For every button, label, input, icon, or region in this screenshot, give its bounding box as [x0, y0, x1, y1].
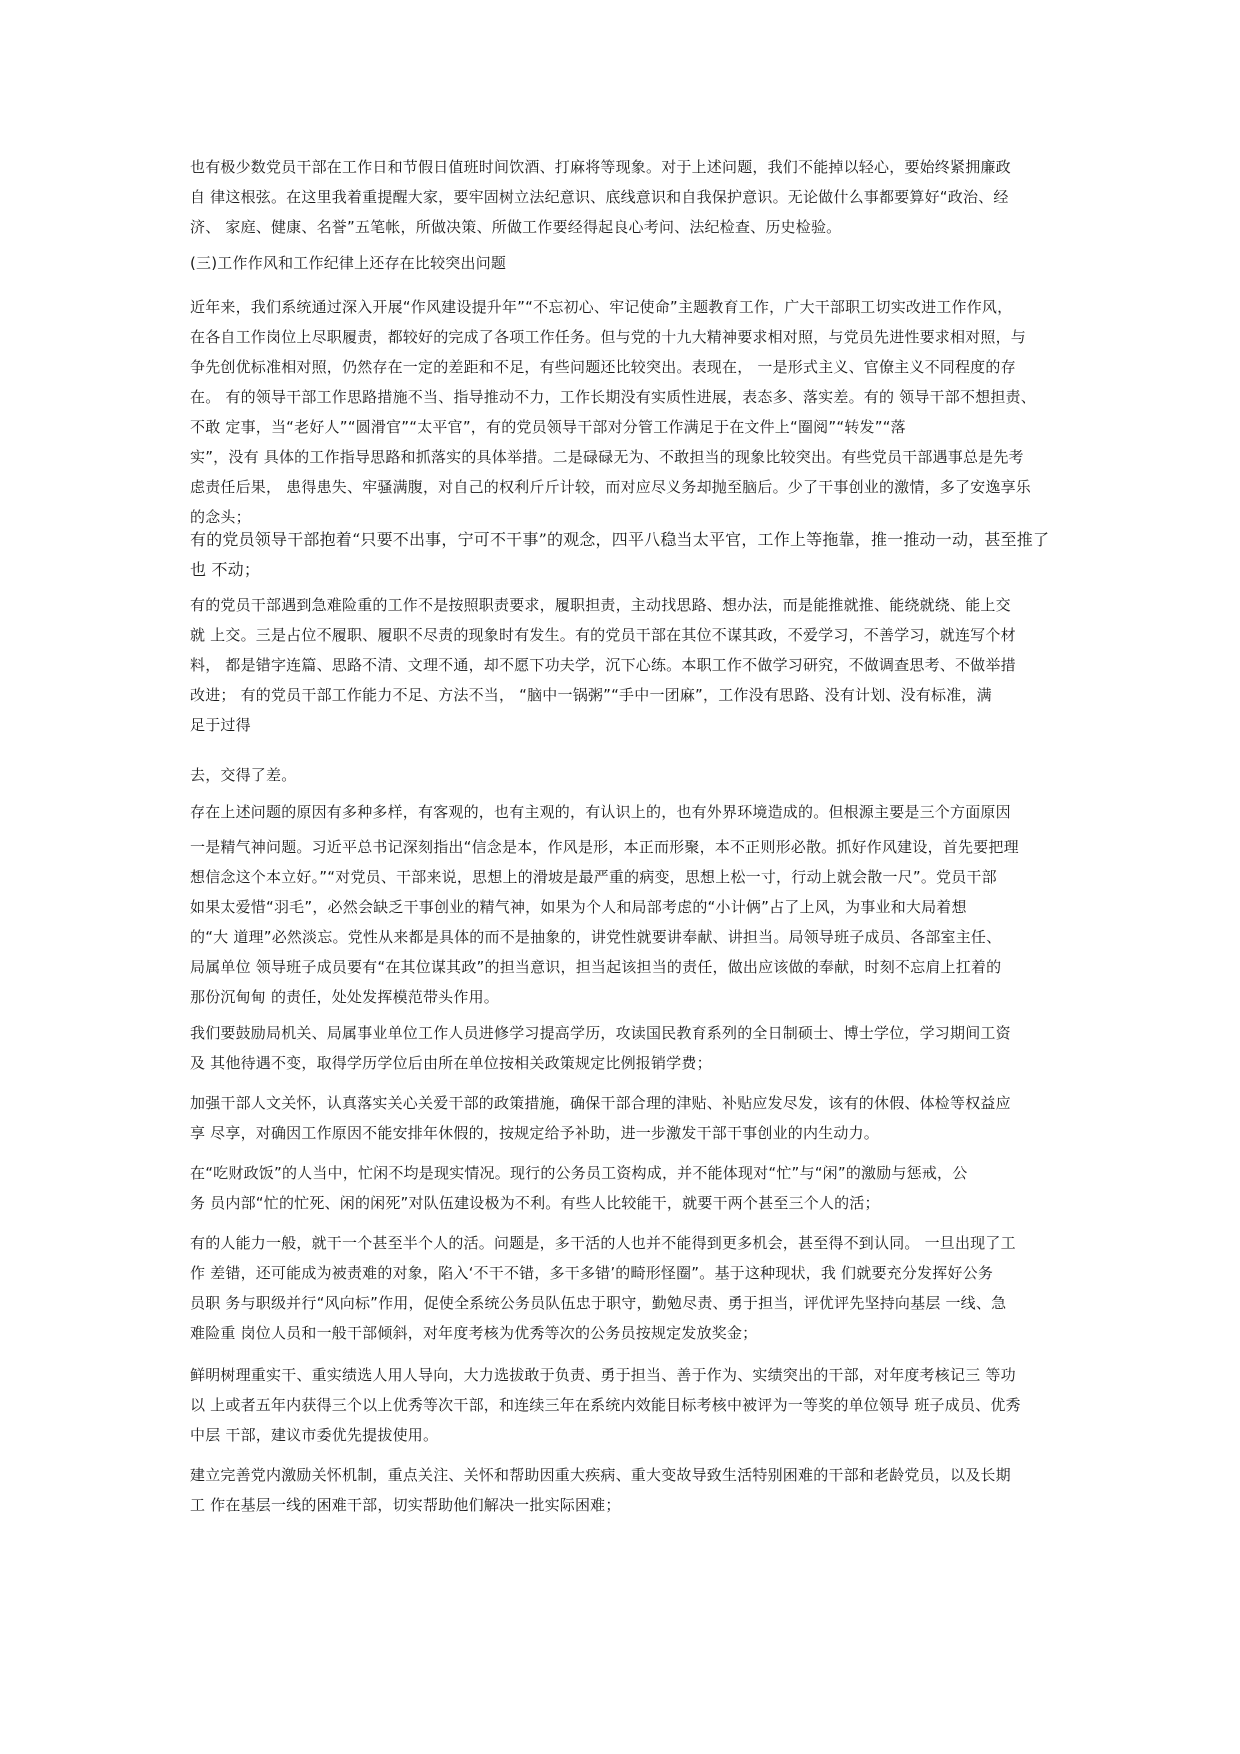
text-line: 有的党员领导干部抱着“只要不出事，宁可不干事”的观念，四平八稳当太平官，工作上等拖靠，推一推动一动，甚至推了	[190, 530, 1050, 549]
text-line: 一是精气神问题。习近平总书记深刻指出“信念是本，作风是形，本正而形聚，本不正则形必散。抓好作风建设，首先要把理	[190, 838, 1019, 856]
text-line: 中层 干部，建议市委优先提拔使用。	[190, 1426, 439, 1444]
text-line: 在各自工作岗位上尽职履责，都较好的完成了各项工作任务。但与党的十九大精神要求相对照，与党员先进性要求相对照，与	[190, 328, 1027, 346]
text-line: 有的人能力一般，就干一个甚至半个人的活。问题是，多干活的人也并不能得到更多机会，甚至得不到认同。 一旦出现了工	[190, 1234, 1016, 1252]
text-line: 的“大 道理”必然淡忘。党性从来都是具体的而不是抽象的，讲党性就要讲奉献、讲担当。局领导班子成员、各部室主任、	[190, 928, 1002, 946]
text-line: 加强干部人文关怀，认真落实关心关爱干部的政策措施，确保干部合理的津贴、补贴应发尽发，该有的休假、体检等权益应	[190, 1094, 1011, 1112]
text-line: 自 律这根弦。在这里我着重提醒大家，要牢固树立法纪意识、底线意识和自我保护意识。无论做什么事都要算好“政治、经	[190, 188, 1009, 206]
text-line: 虑责任后果， 患得患失、牢骚满腹，对自己的权利斤斤计较，而对应尽义务却抛至脑后。少了干事创业的激情，多了安逸享乐	[190, 478, 1031, 496]
text-line: 以 上或者五年内获得三个以上优秀等次干部，和连续三年在系统内效能目标考核中被评为一等奖的单位领导 班子成员、优秀	[190, 1396, 1021, 1414]
text-line: 及 其他待遇不变，取得学历学位后由所在单位按相关政策规定比例报销学费；	[190, 1054, 712, 1072]
text-line: 员职 务与职级并行“风向标”作用，促使全系统公务员队伍忠于职守，勤勉尽责、勇于担当，评优评先坚持向基层 一线、急	[190, 1294, 1007, 1312]
paragraph-workload	[190, 1158, 1060, 1218]
text-line: 工 作在基层一线的困难干部，切实帮助他们解决一批实际困难；	[190, 1496, 621, 1514]
text-line: 料， 都是错字连篇、思路不清、文理不通，却不愿下功夫学，沉下心练。本职工作不做学习研究，不做调查思考、不做举措	[190, 656, 1016, 674]
text-line: 也有极少数党员干部在工作日和节假日值班时间饮酒、打麻将等现象。对于上述问题，我们不能掉以轻心，要始终紧拥廉政	[190, 158, 1011, 176]
text-line: 享 尽享，对确因工作原因不能安排年休假的，按规定给予补助，进一步激发干部干事创业的内生动力。	[190, 1124, 879, 1142]
text-line: 务 员内部“忙的忙死、闲的闲死”对队伍建设极为不利。有些人比较能干，就要干两个甚至三个人的活；	[190, 1194, 880, 1212]
text-line: 鲜明树理重实干、重实绩选人用人导向，大力选拔敢于负责、勇于担当、善于作为、实绩突出的干部，对年度考核记三 等功	[190, 1366, 1016, 1384]
text-line: 想信念这个本立好。”“对党员、干部来说，思想上的滑坡是最严重的病变，思想上松一寸，行动上就会散一尺”。党员干部	[190, 868, 997, 886]
text-line: 有的党员干部遇到急难险重的工作不是按照职责要求，履职担责，主动找思路、想办法，而是能推就推、能绕就绕、能上交	[190, 596, 1011, 614]
paragraph-care	[190, 1088, 1060, 1148]
text-line: 近年来，我们系统通过深入开展“作风建设提升年”“不忘初心、牢记使命”主题教育工作，广大干部职工切实改进工作作风，	[190, 298, 1013, 316]
text-line: 那份沉甸甸 的责任，处处发挥模范带头作用。	[190, 988, 499, 1006]
text-line: 存在上述问题的原因有多种多样，有客观的，也有主观的，有认识上的，也有外界环境造成的。但根源主要是三个方面原因	[190, 803, 1011, 821]
text-line: 争先创优标准相对照，仍然存在一定的差距和不足，有些问题还比较突出。表现在， 一是形式主义、官僚主义不同程度的存	[190, 358, 1016, 376]
paragraph-promotion	[190, 1360, 1060, 1450]
text-line: 济、 家庭、健康、名誉”五笔帐，所做决策、所做工作要经得起良心考问、法纪检查、历史检验。	[190, 218, 842, 236]
text-line: 的念头；	[190, 508, 251, 526]
text-line: 就 上交。三是占位不履职、履职不尽责的现象时有发生。有的党员干部在其位不谋其政，不爱学习，不善学习，就连写个材	[190, 626, 1016, 644]
paragraph-root-causes	[190, 797, 1060, 827]
text-line: 建立完善党内激励关怀机制，重点关注、关怀和帮助因重大疾病、重大变故导致生活特别困难的干部和老龄党员，以及长期	[190, 1466, 1011, 1484]
paragraph-line-fragment	[190, 760, 1060, 790]
text-line: 改进； 有的党员干部工作能力不足、方法不当， “脑中一锅粥”“手中一团麻”，工作没有思路、没有计划、没有标准，满	[190, 686, 992, 704]
text-line: 在。 有的领导干部工作思路措施不当、指导推动不力，工作长期没有实质性进展，表态多、落实差。有的 领导干部不想担责、	[190, 388, 1036, 406]
section-heading-text: (三)工作作风和工作纪律上还存在比较突出问题	[190, 254, 507, 272]
paragraph-support	[190, 1460, 1060, 1520]
paragraph-spirit	[190, 832, 1060, 1012]
text-line: 实”，没有 具体的工作指导思路和抓落实的具体举措。二是碌碌无为、不敢担当的现象比较突出。有些党员干部遇事总是先考	[190, 448, 1024, 466]
text-line: 足于过得	[190, 716, 251, 734]
paragraph-work-style	[190, 292, 1060, 532]
text-line: 去，交得了差。	[190, 766, 297, 784]
text-line: 如果太爱惜“羽毛”，必然会缺乏干事创业的精气神，如果为个人和局部考虑的“小计俩”占了上风，为事业和大局着想	[190, 898, 967, 916]
paragraph-incentive	[190, 1228, 1060, 1348]
text-line: 也 不动；	[190, 560, 261, 579]
paragraph-discipline	[190, 152, 1060, 242]
text-line: 我们要鼓励局机关、局属事业单位工作人员进修学习提高学历，攻读国民教育系列的全日制硕士、博士学位，学习期间工资	[190, 1024, 1011, 1042]
text-line: 局属单位 领导班子成员要有“在其位谋其政”的担当意识，担当起该担当的责任，做出应该做的奉献，时刻不忘肩上扛着的	[190, 958, 1002, 976]
paragraph-shirking	[190, 590, 1060, 740]
paragraph-peace-officer	[190, 525, 1060, 585]
text-line: 不敢 定事，当“老好人”“圆滑官”“太平官”，有的党员领导干部对分管工作满足于在文件上“圈阅”“转发”“落	[190, 418, 906, 436]
section-heading-3	[190, 248, 1060, 278]
text-line: 难险重 岗位人员和一般干部倾斜，对年度考核为优秀等次的公务员按规定发放奖金；	[190, 1324, 758, 1342]
paragraph-education	[190, 1018, 1060, 1078]
text-line: 在“吃财政饭”的人当中，忙闲不均是现实情况。现行的公务员工资构成，并不能体现对“忙”与“闲”的激励与惩戒，公	[190, 1164, 968, 1182]
text-line: 作 差错，还可能成为被责难的对象，陷入‘不干不错，多干多错’的畸形怪圈”。基于这种现状，我 们就要充分发挥好公务	[190, 1264, 994, 1282]
